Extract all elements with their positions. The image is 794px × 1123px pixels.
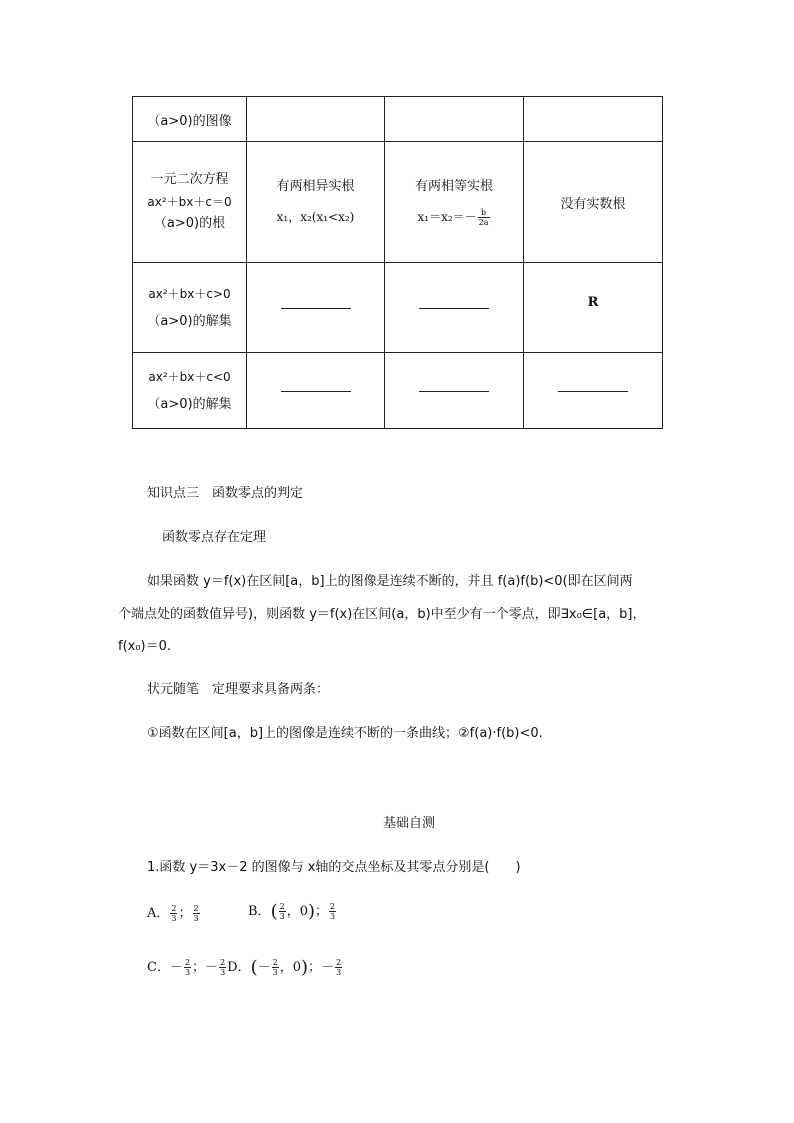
table-cell [133, 263, 247, 353]
fraction: $\frac{2}{3}$ [193, 904, 199, 923]
table-row [133, 263, 663, 353]
fraction: $\frac{2}{3}$ [272, 958, 278, 977]
table-cell [247, 263, 385, 353]
fraction: $\frac{2}{3}$ [330, 902, 336, 921]
row-label-roots-line1: 一元二次方程 [150, 172, 229, 187]
answer-blank [419, 307, 489, 309]
row-label-lt-line2: （a>0)的解集 [147, 396, 232, 412]
answer-blank [281, 307, 351, 309]
table-cell [524, 353, 663, 429]
table-cell [133, 97, 247, 142]
table-cell [524, 97, 663, 142]
table-cell [133, 142, 247, 263]
row-label-roots-line2: ax²＋bx＋c＝0 [147, 195, 232, 209]
answer-blank [419, 390, 489, 392]
row-label-lt-line1: ax²＋bx＋c<0 [148, 369, 231, 384]
equal-roots-formula: x₁＝x₂＝－ $\frac{b}{2a}$ [417, 208, 489, 227]
distinct-roots-formula: x₁，x₂(x₁<x₂) [276, 210, 355, 224]
table-row [133, 353, 663, 429]
fraction: $\frac{2}{3}$ [220, 958, 226, 977]
theorem-text-line2: 个端点处的函数值异号)，则函数 y＝f(x)在区间(a，b)中至少有一个零点，即∃x₀∈[a，b]， [118, 607, 646, 622]
two-distinct-roots-text: 有两相异实根 [276, 179, 355, 194]
table-cell [385, 263, 524, 353]
self-test-heading: 基础自测 [383, 816, 436, 831]
row-label-gt-line1: ax²＋bx＋c>0 [148, 286, 231, 301]
note-title: 状元随笔 定理要求具备两条： [147, 682, 330, 697]
two-equal-roots-text: 有两相等实根 [414, 179, 493, 194]
no-real-roots-text: 没有实数根 [560, 196, 626, 212]
table-cell [385, 97, 524, 142]
row-label-gt-line2: （a>0)的解集 [147, 313, 232, 329]
table-cell [385, 142, 524, 263]
table-row [133, 97, 663, 142]
table-cell [247, 353, 385, 429]
fraction: $\frac{2}{3}$ [336, 958, 342, 977]
row-label-graph: （a>0)的图像 [147, 113, 232, 129]
question-1-stem: 1.函数 y＝3x－2 的图像与 x轴的交点坐标及其零点分别是( ) [147, 860, 521, 875]
option-d: D．(－ $\frac{2}{3}$ ，0)；－ $\frac{2}{3}$ [227, 957, 342, 978]
row-label-roots-line3: （a>0)的根 [153, 216, 226, 231]
answer-blank [281, 390, 351, 392]
theorem-title: 函数零点存在定理 [162, 530, 267, 545]
table-cell [385, 353, 524, 429]
table-cell [247, 142, 385, 263]
fraction: $\frac{2}{3}$ [279, 902, 285, 921]
quadratic-inequality-table [132, 96, 663, 429]
fraction: $\frac{b}{2a}$ [478, 208, 489, 227]
option-c: C．－ $\frac{2}{3}$ ；－ $\frac{2}{3}$ D．(－ $\frac{2}{3}$ ，0)；－ $\frac{2}{3}$ [147, 957, 342, 978]
theorem-text-line3: f(x₀)＝0. [118, 639, 172, 654]
table-cell [524, 263, 663, 353]
table-cell [524, 142, 663, 263]
table-cell [133, 353, 247, 429]
fraction: $\frac{2}{3}$ [171, 904, 177, 923]
real-numbers-symbol: R [587, 295, 599, 310]
fraction: $\frac{2}{3}$ [184, 958, 191, 977]
theorem-text-line1: 如果函数 y＝f(x)在区间[a，b]上的图像是连续不断的，并且 f(a)f(b)<0(即在区间两 [147, 574, 633, 589]
answer-blank [558, 390, 628, 392]
option-b: B．( $\frac{2}{3}$ ，0)； $\frac{2}{3}$ [248, 901, 336, 922]
table-row [133, 142, 663, 263]
section-heading: 知识点三 函数零点的判定 [147, 486, 304, 501]
table-cell [247, 97, 385, 142]
note-body: ①函数在区间[a，b]上的图像是连续不断的一条曲线；②f(a)·f(b)<0. [147, 726, 543, 741]
option-a: A． $\frac{2}{3}$ ； $\frac{2}{3}$ [147, 904, 199, 923]
